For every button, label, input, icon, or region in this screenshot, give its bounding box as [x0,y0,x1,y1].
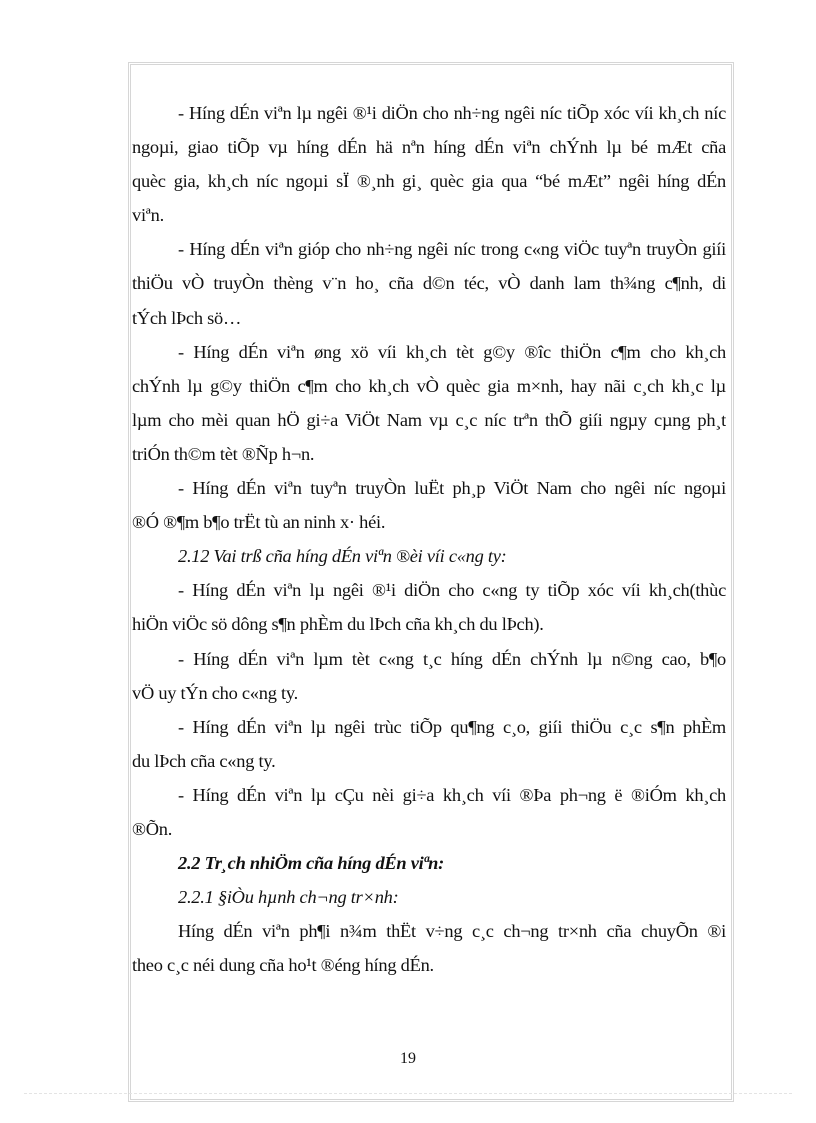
text-line-12: - Híng dÉn viªn tuyªn truyÒn luËt ph¸p ViÖt Nam cho ngêi níc ngoµi [178,478,726,499]
text-line-13: ®Ó ®¶m b¶o trËt tù an ninh x· héi. [132,512,386,533]
text-line-11: triÓn th©m tèt ®Ñp h¬n. [132,443,315,464]
text-line-15: - Híng dÉn viªn lµ ngêi ®¹i diÖn cho c«ng ty tiÕp xóc víi kh¸ch(thùc [178,580,726,601]
text-line-8: - Híng dÉn viªn øng xö víi kh¸ch tèt g©y ®îc thiÖn c¶m cho kh¸ch [178,341,726,362]
footer-divider [24,1093,792,1094]
text-line-6: thiÖu vÒ truyÒn thèng v¨n ho¸ cña d©n téc, vÒ danh lam th¾ng c¶nh, di [132,273,726,294]
text-line-9: chÝnh lµ g©y thiÖn c¶m cho kh¸ch vÒ quèc gia m×nh, hay nãi c¸ch kh¸c lµ [132,375,726,396]
text-line-5: - Híng dÉn viªn gióp cho nh÷ng ngêi níc trong c«ng viÖc tuyªn truyÒn giíi [178,239,726,260]
text-line-22: ®Õn. [132,818,173,839]
text-line-25: Híng dÉn viªn ph¶i n¾m thËt v÷ng c¸c ch¬ng tr×nh cña chuyÕn ®i [178,921,726,942]
text-line-2: ngoµi, giao tiÕp vµ híng dÉn hä nªn híng dÉn viªn chÝnh lµ bé mÆt cña [132,137,726,158]
text-line-26: theo c¸c néi dung cña ho¹t ®éng híng dÉn. [132,955,434,976]
text-line-1: - Híng dÉn viªn lµ ngêi ®¹i diÖn cho nh÷ng ngêi níc tiÕp xóc víi kh¸ch níc [178,103,726,123]
section-heading-2-2: 2.2 Tr¸ch nhiÖm cña híng dÉn viªn: [178,853,445,874]
section-heading-2-12: 2.12 Vai trß cña híng dÉn viªn ®èi víi c«ng ty: [178,546,507,567]
text-line-17: - Híng dÉn viªn lµm tèt c«ng t¸c híng dÉn chÝnh lµ n©ng cao, b¶o [178,648,726,669]
text-line-7: tÝch lÞch sö… [132,307,242,328]
text-line-20: du lÞch cña c«ng ty. [132,750,276,771]
text-line-16: hiÖn viÖc sö dông s¶n phÈm du lÞch cña kh¸ch du lÞch). [132,614,544,635]
text-line-3: quèc gia, kh¸ch níc ngoµi sÏ ®¸nh gi¸ quèc gia qua “bé mÆt” ngêi híng dÉn [132,171,726,192]
page-number: 19 [400,1050,416,1067]
text-line-19: - Híng dÉn viªn lµ ngêi trùc tiÕp qu¶ng c¸o, giíi thiÖu c¸c s¶n phÈm [178,716,726,737]
body-text [132,96,726,982]
text-line-21: - Híng dÉn viªn lµ cÇu nèi gi÷a kh¸ch víi ®Þa ph¬ng ë ®iÓm kh¸ch [178,784,726,805]
text-line-10: lµm cho mèi quan hÖ gi÷a ViÖt Nam vµ c¸c níc trªn thÕ giíi ngµy cµng ph¸t [132,409,726,430]
text-line-18: vÖ uy tÝn cho c«ng ty. [132,682,298,703]
text-line-4: viªn. [132,205,164,226]
subsection-heading-2-2-1: 2.2.1 §iÒu hµnh ch¬ng tr×nh: [178,887,399,908]
